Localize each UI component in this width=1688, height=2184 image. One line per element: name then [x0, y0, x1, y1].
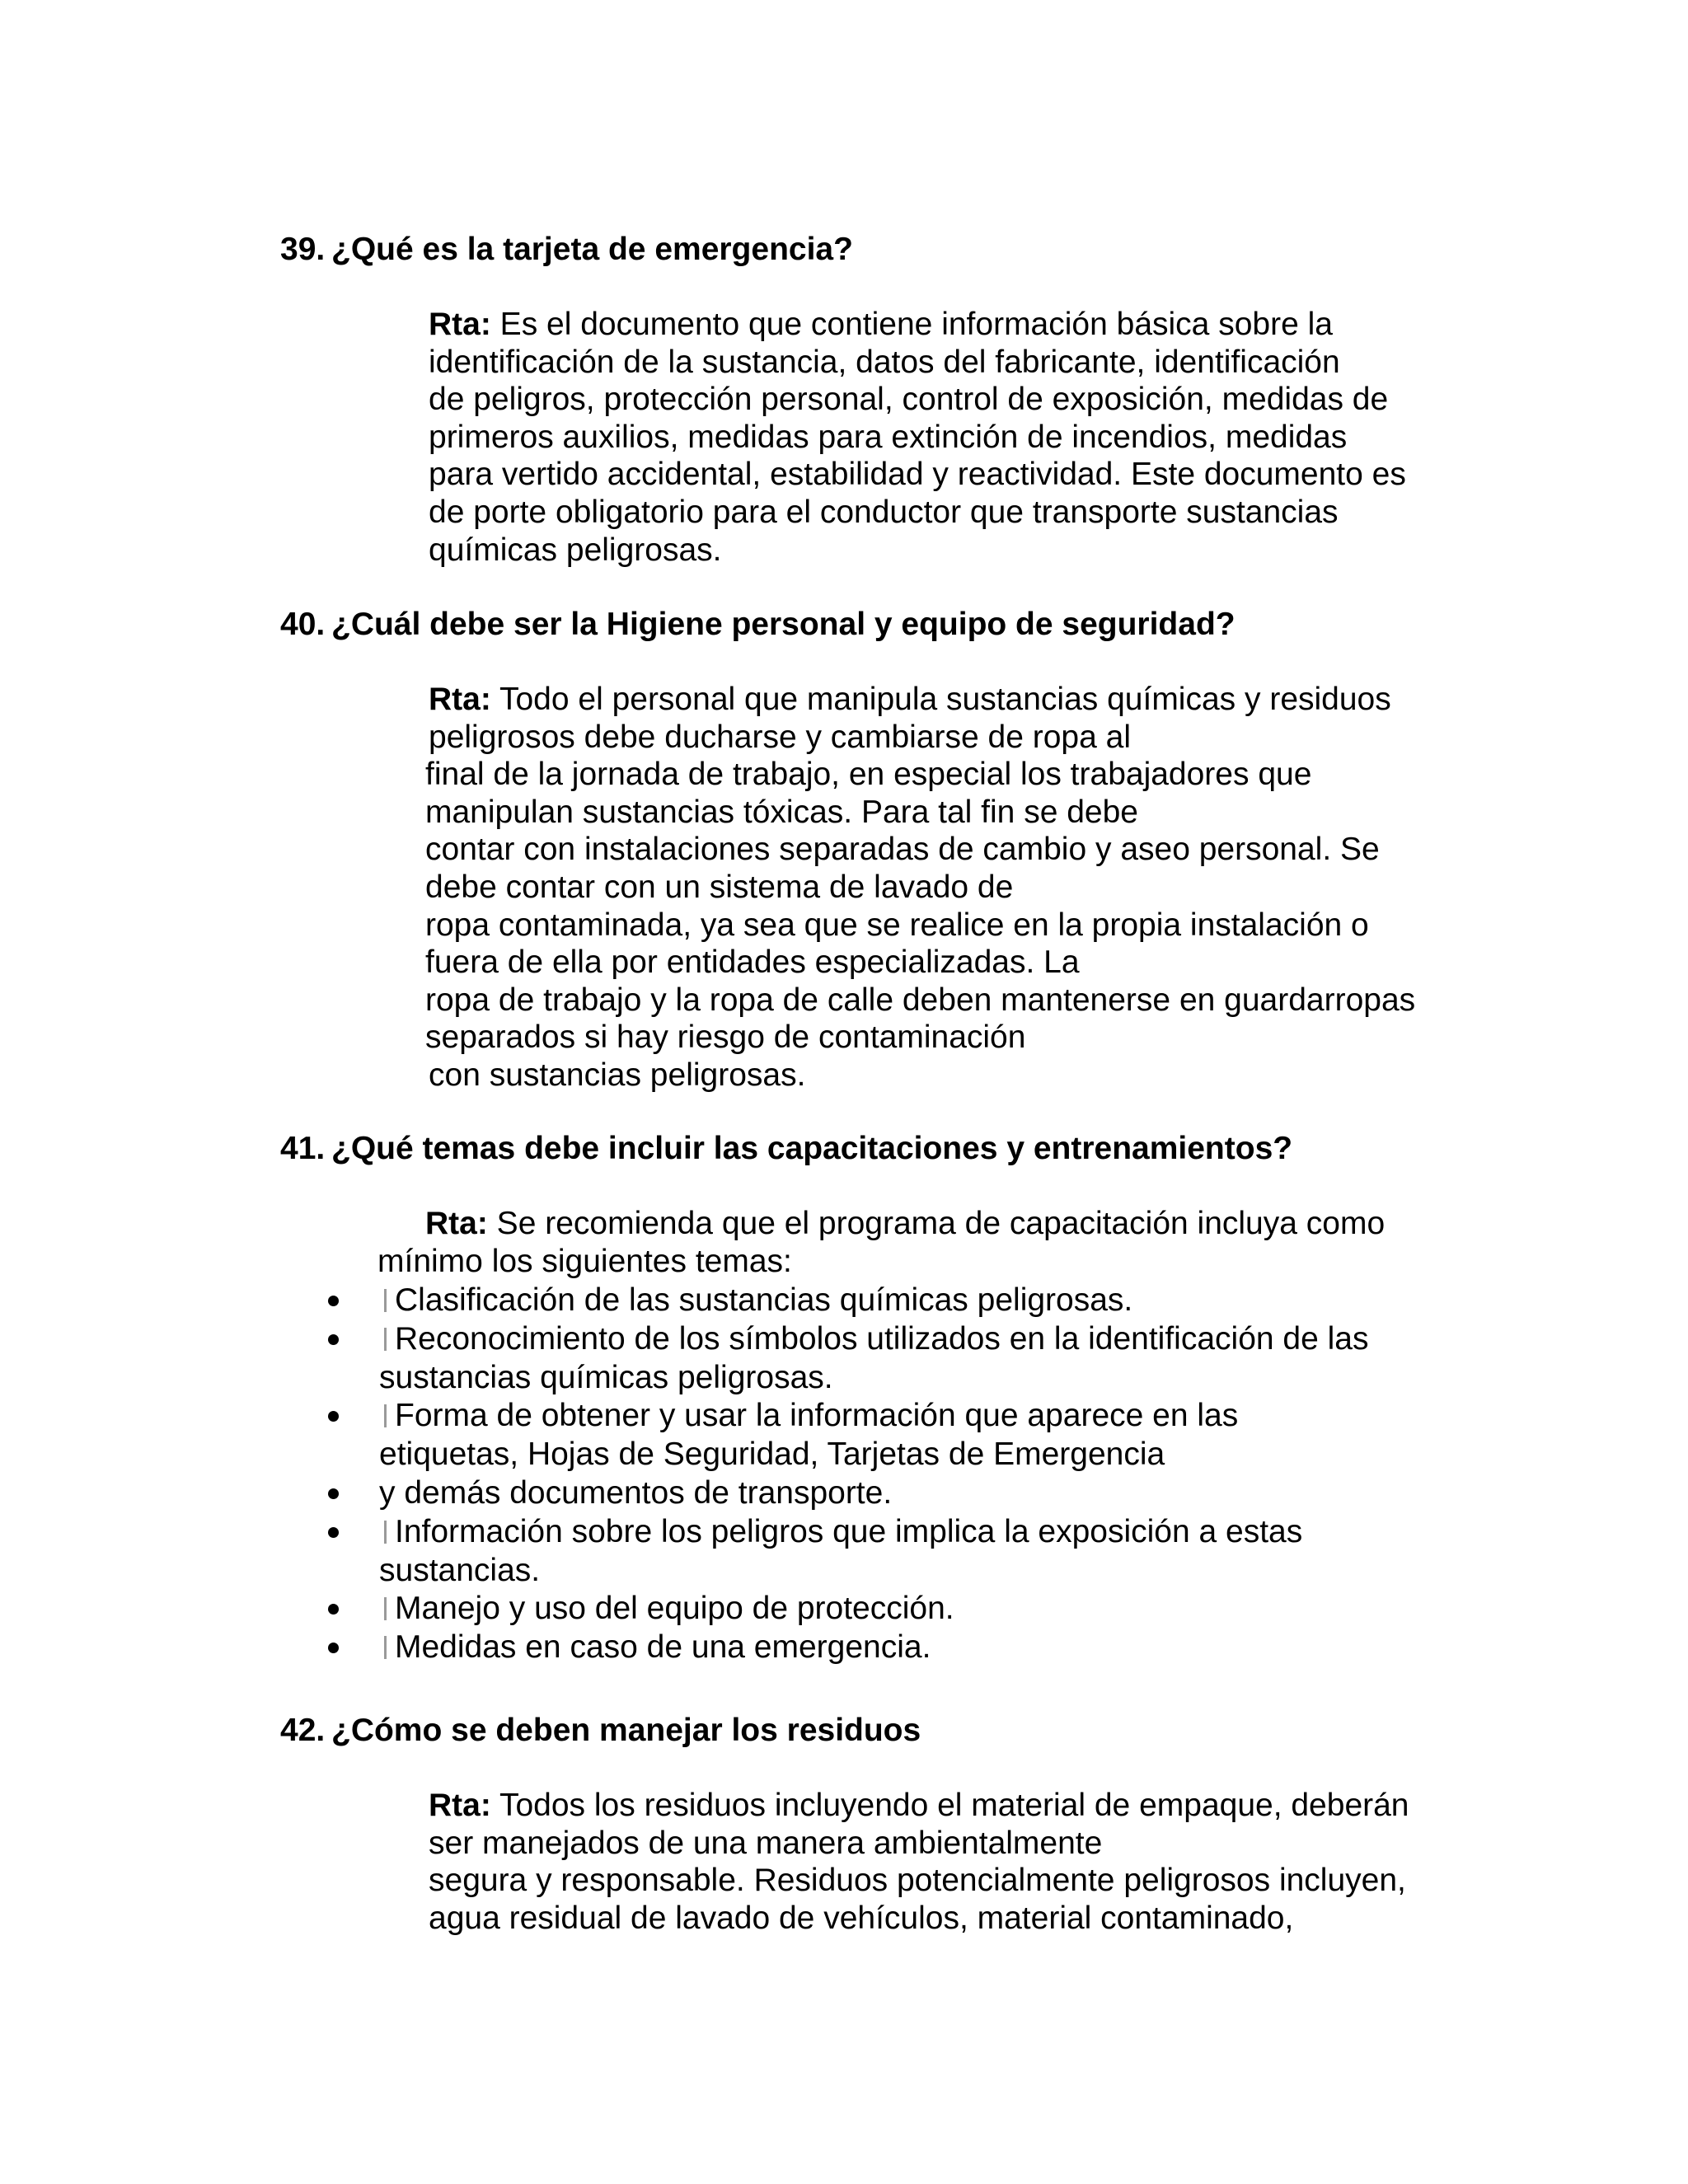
answer-line: de porte obligatorio para el conductor que transporte sustancias	[429, 494, 1339, 530]
question-heading	[280, 1712, 921, 1750]
answer-line: final de la jornada de trabajo, en especial los trabajadores que	[425, 757, 1312, 793]
bar-icon	[384, 1289, 387, 1312]
bar-icon	[384, 1521, 387, 1544]
answer-line: contar con instalaciones separadas de cambio y aseo personal. Se	[425, 832, 1380, 868]
list-item: Reconocimiento de los símbolos utilizados en la identificación de las	[379, 1320, 1368, 1359]
list-item-continuation: sustancias.	[379, 1552, 541, 1588]
list-item: Información sobre los peligros que implica la exposición a estas	[379, 1513, 1368, 1552]
answer-line: debe contar con un sistema de lavado de	[425, 869, 1014, 905]
answer-block	[429, 306, 1406, 569]
answer-line: Rta: Todos los residuos incluyendo el material de empaque, deberán	[429, 1788, 1409, 1823]
answer-line: identificación de la sustancia, datos del fabricante, identificación	[429, 344, 1340, 380]
bar-icon	[384, 1404, 387, 1427]
bar-icon	[384, 1597, 387, 1620]
question-heading	[280, 1130, 1292, 1168]
answer-line: químicas peligrosas.	[429, 532, 722, 568]
answer-label: Rta:	[429, 682, 491, 717]
answer-label: Rta:	[425, 1206, 488, 1241]
list-item-continuation: sustancias químicas peligrosas.	[379, 1359, 833, 1395]
answer-line: Rta: Todo el personal que manipula sustancias químicas y residuos	[429, 682, 1391, 717]
answer-line: de peligros, protección personal, control de exposición, medidas de	[429, 382, 1389, 418]
answer-block	[425, 681, 1415, 1094]
list-item: Clasificación de las sustancias químicas peligrosas.	[379, 1282, 1368, 1320]
bullet-icon	[328, 1643, 339, 1653]
answer-block	[377, 1205, 1385, 1280]
question-number: 40.	[280, 607, 326, 642]
list-item: Medidas en caso de una emergencia.	[379, 1629, 1368, 1667]
question-number: 39.	[280, 232, 326, 267]
answer-line: ser manejados de una manera ambientalmente	[429, 1825, 1103, 1861]
question-title: ¿Cuál debe ser la Higiene personal y equipo de seguridad?	[331, 607, 1236, 642]
question-heading	[280, 606, 1236, 644]
question-title: ¿Qué temas debe incluir las capacitaciones y entrenamientos?	[331, 1131, 1293, 1166]
answer-line: peligrosos debe ducharse y cambiarse de ropa al	[429, 719, 1132, 755]
bullet-icon	[328, 1296, 339, 1306]
list-item-continuation: etiquetas, Hojas de Seguridad, Tarjetas de Emergencia	[379, 1436, 1165, 1473]
bullet-icon	[328, 1604, 339, 1615]
bullet-icon	[328, 1411, 339, 1422]
answer-line: con sustancias peligrosas.	[429, 1057, 806, 1093]
bullet-icon	[328, 1488, 339, 1499]
bar-icon	[384, 1636, 387, 1659]
list-item: Forma de obtener y usar la información que aparece en las	[379, 1397, 1368, 1436]
answer-label: Rta:	[429, 307, 491, 342]
answer-line: ropa de trabajo y la ropa de calle deben mantenerse en guardarropas	[425, 982, 1416, 1018]
bullet-icon	[328, 1334, 339, 1345]
answer-line: segura y responsable. Residuos potencialmente peligrosos incluyen,	[429, 1863, 1406, 1899]
answer-line: agua residual de lavado de vehículos, material contaminado,	[429, 1900, 1294, 1936]
answer-block	[429, 1787, 1409, 1937]
list-item: y demás documentos de transporte.	[379, 1474, 1368, 1513]
answer-line: para vertido accidental, estabilidad y reactividad. Este documento es	[429, 457, 1406, 493]
bar-icon	[384, 1328, 387, 1351]
answer-line: Rta: Se recomienda que el programa de capacitación incluya como	[425, 1206, 1386, 1241]
question-title: ¿Cómo se deben manejar los residuos	[331, 1713, 921, 1748]
answer-line: fuera de ella por entidades especializadas. La	[425, 944, 1080, 981]
bullet-icon	[328, 1527, 339, 1538]
topics-list	[379, 1282, 1368, 1667]
question-number: 41.	[280, 1131, 326, 1166]
answer-line: manipulan sustancias tóxicas. Para tal fin se debe	[425, 794, 1138, 830]
answer-line: ropa contaminada, ya sea que se realice en la propia instalación o	[425, 907, 1369, 943]
answer-label: Rta:	[429, 1788, 491, 1823]
list-item: Manejo y uso del equipo de protección.	[379, 1590, 1368, 1629]
question-heading	[280, 231, 853, 269]
question-title: ¿Qué es la tarjeta de emergencia?	[331, 232, 853, 267]
answer-line: mínimo los siguientes temas:	[377, 1243, 792, 1279]
answer-line: Rta: Es el documento que contiene información básica sobre la	[429, 307, 1333, 342]
answer-line: primeros auxilios, medidas para extinción de incendios, medidas	[429, 419, 1348, 455]
answer-line: separados si hay riesgo de contaminación	[425, 1019, 1026, 1056]
question-number: 42.	[280, 1713, 326, 1748]
